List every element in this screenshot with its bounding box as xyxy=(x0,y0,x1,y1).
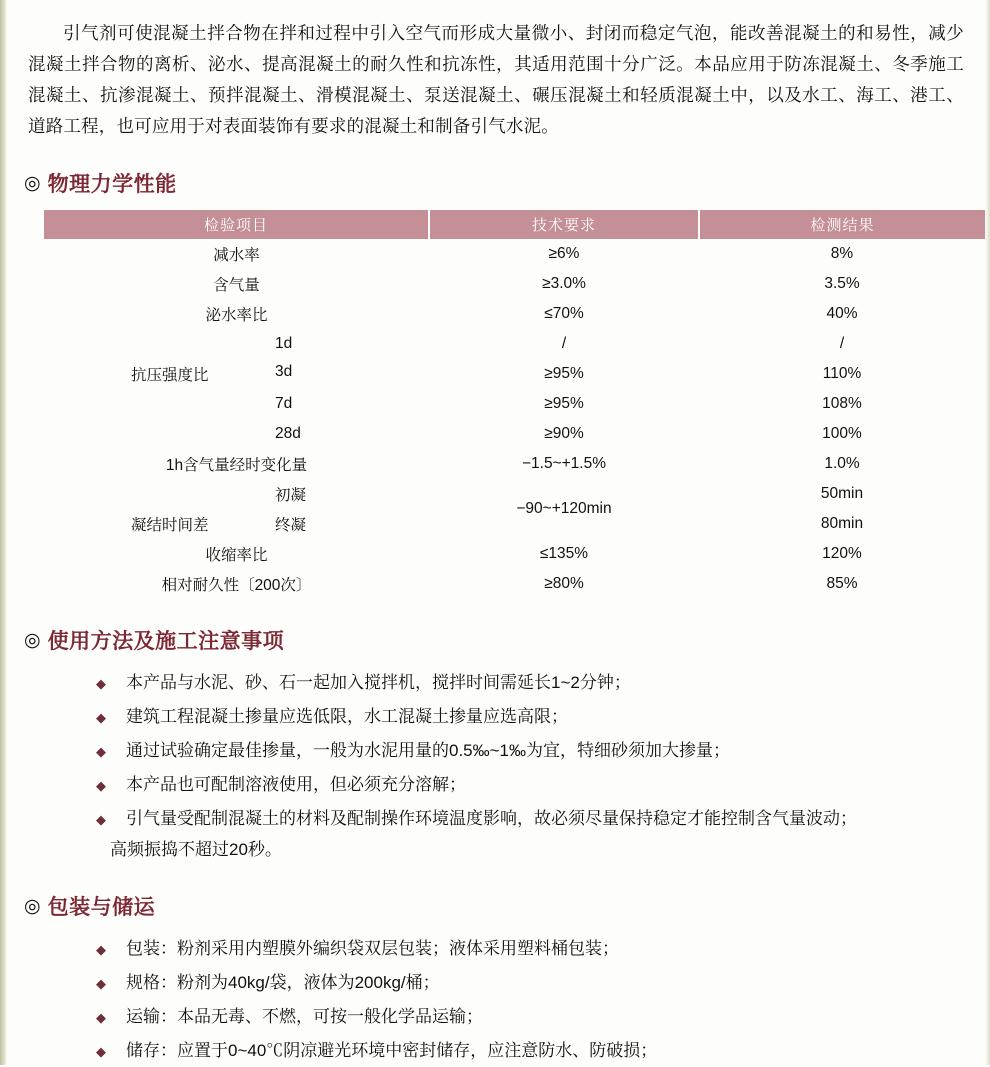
cell-requirement: / xyxy=(561,335,567,352)
cell-item: 1h含气量经时变化量 xyxy=(165,457,308,474)
cell-subitem: 3d xyxy=(275,363,293,380)
list-item-text: 运输：本品无毒、不燃，可按一般化学品运输； xyxy=(126,1007,483,1026)
diamond-bullet-icon: ◆ xyxy=(96,1044,106,1059)
cell-item-group xyxy=(44,419,429,449)
cell-item-group xyxy=(44,509,429,539)
section-marker-icon: ◎ xyxy=(24,172,41,194)
table-row xyxy=(44,329,985,359)
table-row xyxy=(44,419,985,449)
cell-requirement: ≥80% xyxy=(544,575,584,592)
list-item-text-continued: 高频振捣不超过20秒。 xyxy=(110,840,282,859)
table-row xyxy=(44,539,985,569)
table-row xyxy=(44,479,985,509)
section-title-usage: 使用方法及施工注意事项 xyxy=(47,630,285,653)
cell-group-name-empty xyxy=(45,483,245,505)
cell-item: 相对耐久性〔200次〕 xyxy=(161,577,312,594)
list-item xyxy=(96,701,968,732)
list-item xyxy=(96,735,968,766)
cell-item: 收缩率比 xyxy=(205,547,268,564)
cell-subitem: 28d xyxy=(275,425,301,442)
cell-requirement: ≤70% xyxy=(544,305,584,322)
usage-list xyxy=(22,667,968,865)
list-item-text: 本产品与水泥、砂、石一起加入搅拌机，搅拌时间需延长1~2分钟； xyxy=(126,673,631,692)
cell-result: 80min xyxy=(820,515,864,532)
cell-result: 108% xyxy=(822,395,862,412)
cell-requirement: ≥95% xyxy=(544,395,584,412)
cell-result: 110% xyxy=(822,365,862,382)
cell-requirement: ≥3.0% xyxy=(542,275,586,292)
cell-requirement: ≥6% xyxy=(548,245,580,262)
list-item-text: 储存：应置于0~40℃阴凉避光环境中密封储存，应注意防水、防破损； xyxy=(126,1041,658,1060)
table-row xyxy=(44,359,985,389)
list-item-text: 引气量受配制混凝土的材料及配制操作环境温度影响，故必须尽量保持稳定才能控制含气量波动； xyxy=(126,809,857,828)
cell-item: 含气量 xyxy=(213,277,260,294)
scan-edge-right xyxy=(985,0,990,1065)
cell-result: 8% xyxy=(830,245,854,262)
cell-requirement: −1.5~+1.5% xyxy=(521,455,607,472)
list-item-text: 包装：粉剂采用内塑膜外编织袋双层包装；液体采用塑料桶包装； xyxy=(126,939,619,958)
cell-result: / xyxy=(839,335,845,352)
section-marker-icon: ◎ xyxy=(24,895,41,917)
list-item xyxy=(96,803,968,865)
list-item-text: 本产品也可配制溶液使用，但必须充分溶解； xyxy=(126,775,466,794)
packaging-list xyxy=(22,933,968,1066)
cell-group-name-empty xyxy=(45,335,245,353)
cell-group-name: 凝结时间差 xyxy=(131,517,209,534)
table-header-requirement: 技术要求 xyxy=(429,210,699,239)
list-item xyxy=(96,769,968,800)
cell-requirement: ≥95% xyxy=(544,365,584,382)
cell-requirement: ≤135% xyxy=(539,545,589,562)
table-header-row xyxy=(44,210,985,239)
list-item-text: 通过试验确定最佳掺量，一般为水泥用量的0.5‰~1‰为宜，特细砂须加大掺量； xyxy=(126,741,731,760)
cell-item-group xyxy=(44,479,429,509)
cell-result: 40% xyxy=(826,305,858,322)
diamond-bullet-icon: ◆ xyxy=(96,812,106,827)
section-marker-icon: ◎ xyxy=(24,629,41,651)
diamond-bullet-icon: ◆ xyxy=(96,942,106,957)
cell-group-name: 抗压强度比 xyxy=(131,367,209,384)
diamond-bullet-icon: ◆ xyxy=(96,676,106,691)
cell-subitem: 初凝 xyxy=(275,487,307,504)
cell-result: 85% xyxy=(826,575,858,592)
list-item xyxy=(96,933,968,964)
list-item xyxy=(96,1001,968,1032)
list-item xyxy=(96,1035,968,1066)
table-row xyxy=(44,239,985,269)
cell-item-group xyxy=(44,389,429,419)
cell-item: 泌水率比 xyxy=(205,307,268,324)
cell-item-group xyxy=(44,329,429,359)
table-row xyxy=(44,299,985,329)
diamond-bullet-icon: ◆ xyxy=(96,744,106,759)
cell-result: 3.5% xyxy=(824,275,860,292)
cell-requirement: −90~+120min xyxy=(516,500,612,517)
table-row xyxy=(44,449,985,479)
section-title-packaging: 包装与储运 xyxy=(47,896,156,919)
cell-group-name-empty xyxy=(45,425,245,443)
section-header-usage xyxy=(24,625,968,655)
diamond-bullet-icon: ◆ xyxy=(96,778,106,793)
cell-subitem: 7d xyxy=(275,395,293,412)
list-item xyxy=(96,967,968,998)
intro-paragraph: 引气剂可使混凝土拌合物在拌和过程中引入空气而形成大量微小、封闭而稳定气泡，能改善混凝土的和易性，减少混凝土拌合物的离析、泌水、提高混凝土的耐久性和抗冻性，其适用范围十分广泛。本品应用于防冻混凝土、冬季施工混凝土、抗渗混凝土、预拌混凝土、滑模混凝土、泵送混凝土、碾压混凝土和轻质混凝土中，以及水工、海工、港工、道路工程，也可应用于对表面装饰有要求的混凝土和制备引气水泥。 xyxy=(28,23,964,136)
cell-requirement: ≥90% xyxy=(544,425,584,442)
diamond-bullet-icon: ◆ xyxy=(96,710,106,725)
cell-item-group xyxy=(44,359,429,389)
cell-item: 减水率 xyxy=(213,247,260,264)
cell-result: 1.0% xyxy=(824,455,860,472)
cell-subitem: 终凝 xyxy=(275,517,307,534)
list-item-text: 规格：粉剂为40kg/袋，液体为200kg/桶； xyxy=(126,973,440,992)
section-header-physical xyxy=(24,168,968,198)
cell-result: 100% xyxy=(822,425,862,442)
table-row xyxy=(44,389,985,419)
table-header-item: 检验项目 xyxy=(44,210,429,239)
cell-group-name-empty xyxy=(45,395,245,413)
list-item xyxy=(96,667,968,698)
diamond-bullet-icon: ◆ xyxy=(96,1010,106,1025)
table-header-result: 检测结果 xyxy=(699,210,985,239)
section-title-physical: 物理力学性能 xyxy=(47,173,177,196)
section-header-packaging xyxy=(24,891,968,921)
spec-table xyxy=(44,210,985,599)
list-item-text: 建筑工程混凝土掺量应选低限，水工混凝土掺量应选高限； xyxy=(126,707,568,726)
cell-result: 50min xyxy=(820,485,864,502)
cell-subitem: 1d xyxy=(275,335,293,352)
cell-result: 120% xyxy=(822,545,862,562)
diamond-bullet-icon: ◆ xyxy=(96,976,106,991)
table-row xyxy=(44,269,985,299)
scan-edge-left xyxy=(0,0,7,1065)
table-row xyxy=(44,569,985,599)
